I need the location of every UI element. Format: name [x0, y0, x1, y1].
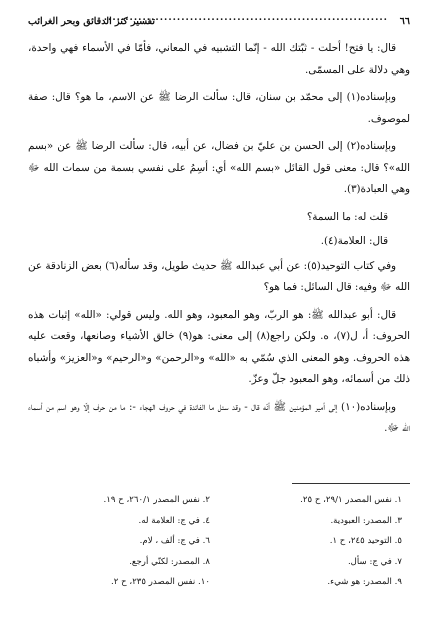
- paragraph: قلت له: ما السمة؟: [306, 210, 388, 223]
- paragraph: وبإسناده(٢) إلى الحسن بن عليّ بن فضال، عن أبيه، قال: سألت الرضا ﷺ عن «بسم الله»؟ قال: معنى قول القائل «بسم الله» أي: أسِمُ على نفسي بسمة من سمات الله ﷻ وهي العبادة(٣).: [28, 140, 410, 195]
- footnote: ٩. المصدر: هو شيء.: [327, 577, 402, 587]
- paragraph: وبإسناده(١٠) إلى أمير المؤمنين ﷺ أنّه قال - وقد سئل ما الفائدة في حروف الهجاء -: ما من حرف إلّا وهو اسم من أسماء الله ﷻ.: [28, 400, 410, 434]
- footnotes: [36, 491, 402, 593]
- header-dot-leader: ..................................................................: [103, 12, 388, 23]
- paragraph: قال: أبو عبدالله ﷺ: هو الربّ، وهو المعبود، وهو الله. وليس قولي: «الله» إثبات هذه الحروف: أ، ل(٧)، ه. ولكن راجع(٨) إلى معنى: هو(٩) خالق الأشياء وصانعها، وقعت عليه هذه الحروف. وهو المعنى الذي سُمّي به «الله» و«الرحمن» و«الرحيم» و«العزيز» وأشباه ذلك من أسمائه، وهو المعبود جلّ وعزّ.: [28, 308, 410, 385]
- footnote: ٣. المصدر: العبودية.: [330, 515, 402, 526]
- footnote: ٧. في ج: سأل.: [347, 556, 402, 567]
- paragraph: وفي كتاب التوحيد(٥): عن أبي عبدالله ﷺ حديث طويل، وقد سأله(٦) بعض الزنادقة عن الله ﷻ وفيه: قال السائل: فما هو؟: [28, 259, 410, 293]
- page-number: ٦٦: [399, 16, 410, 27]
- footnote: ١. نفس المصدر ٢٩/١، ح ٢٥.: [300, 495, 402, 505]
- footnote: ٨. المصدر: لكنّي أرجع.: [129, 556, 210, 567]
- footnote-separator: [292, 483, 410, 484]
- paragraph: وبإسناده(١) إلى محمّد بن سنان، قال: سألت الرضا ﷺ عن الاسم، ما هو؟ قال: صفة لموصوف.: [28, 91, 410, 125]
- paragraph: قال: العلامة(٤).: [320, 235, 388, 247]
- footnote: ٥. التوحيد ٢٤٥، ح ١.: [329, 536, 402, 546]
- footnote: ٦. في ج: ألف ، لام.: [139, 536, 210, 546]
- main-text: [28, 38, 410, 446]
- paragraph: قال: يا فتح! أحلت - ثبّتك الله - إنّما التشبيه في المعاني، فأمّا في الأسماء فهي واحدة، وهي دلالة على المسمّى.: [28, 42, 410, 76]
- footnote: ١٠. نفس المصدر ٢٣٥، ح ٢.: [111, 577, 210, 587]
- footnote: ٤. في ج: العلامة له.: [138, 515, 210, 526]
- footnote: ٢. نفس المصدر ٢٦٠/١، ح ١٩.: [103, 495, 210, 505]
- book-title: تفسير كنز الدقائق وبحر الغرائب: [28, 16, 155, 27]
- running-header: [28, 14, 410, 30]
